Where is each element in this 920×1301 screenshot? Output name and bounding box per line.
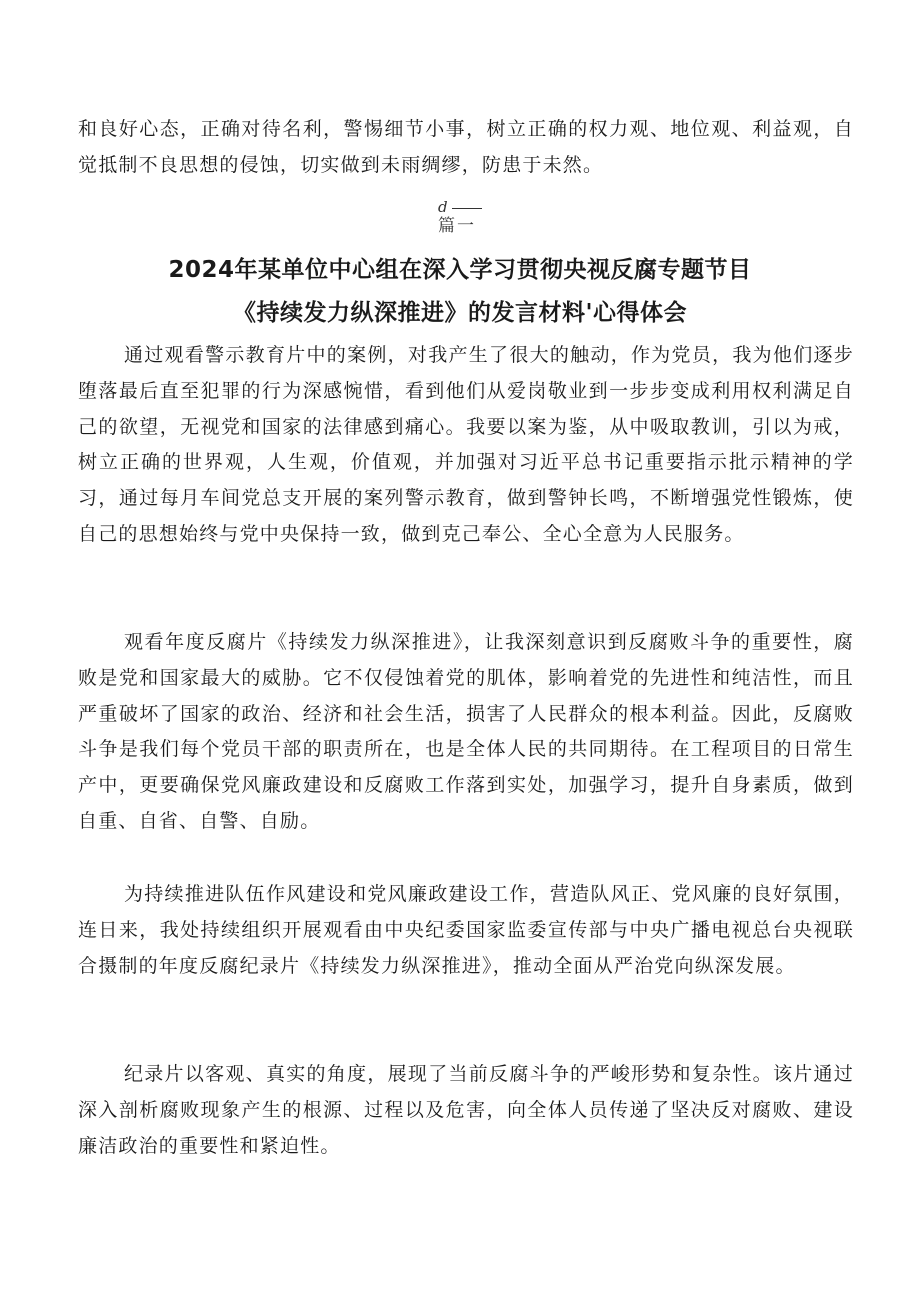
body-paragraph-2: 观看年度反腐片《持续发力纵深推进》，让我深刻意识到反腐败斗争的重要性，腐败是党和国家最大的威胁。它不仅侵蚀着党的肌体，影响着党的先进性和纯洁性，而且严重破坏了国家的政治、经济和社会生活，损害了人民群众的根本利益。因此，反腐败斗争是我们每个党员干部的职责所在，也是全体人民的共同期待。在工程项目的日常生产中，更要确保党风廉政建设和反腐败工作落到实处，加强学习，提升自身素质，做到自重、自省、自警、自励。 [78,631,854,832]
body-paragraph-4: 纪录片以客观、真实的角度，展现了当前反腐斗争的严峻形势和复杂性。该片通过深入剖析腐败现象产生的根源、过程以及危害，向全体人员传递了坚决反对腐败、建设廉洁政治的重要性和紧迫性。 [78,1063,854,1157]
body-paragraph-1: 通过观看警示教育片中的案例，对我产生了很大的触动，作为党员，我为他们逐步堕落最后直至犯罪的行为深感惋惜，看到他们从爱岗敬业到一步步变成利用权利满足自己的欲望，无视党和国家的法律感到痛心。我要以案为鉴，从中吸取教训，引以为戒，树立正确的世界观，人生观，价值观，并加强对习近平总书记重要指示批示精神的学习，通过每月车间党总支开展的案列警示教育，做到警钟长鸣，不断增强党性锻炼，使自己的思想始终与党中央保持一致，做到克己奉公、全心全意为人民服务。 [78,344,854,545]
section-marker-label: 篇一 [438,216,476,236]
title-line-1: 2024年某单位中心组在深入学习贯彻央视反腐专题节目 [168,257,752,283]
section-marker-top: d [438,198,498,216]
body-paragraph-3: 为持续推进队伍作风建设和党风廉政建设工作，营造队风正、党风廉的良好氛围，连日来，我处持续组织开展观看由中央纪委国家监委宣传部与中央广播电视总台央视联合摄制的年度反腐纪录片《持续发力纵深推进》，推动全面从严治党向纵深发展。 [78,883,854,977]
section-marker [438,198,498,235]
intro-paragraph: 和良好心态，正确对待名利，警惕细节小事，树立正确的权力观、地位观、利益观，自觉抵制不良思想的侵蚀，切实做到未雨绸缪，防患于未然。 [78,118,854,176]
title-line-2: 《持续发力纵深推进》的发言材料'心得体会 [232,300,688,326]
